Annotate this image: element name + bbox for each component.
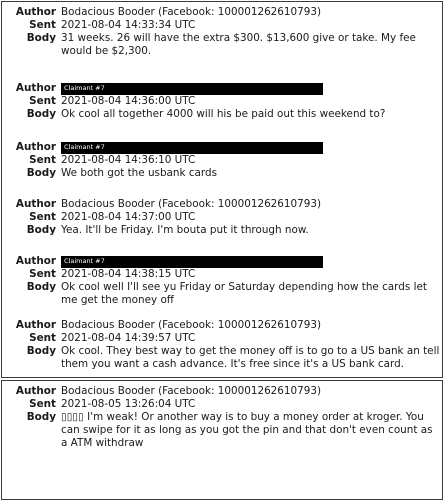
- message-entry: [8, 255, 440, 307]
- redacted-author-bar: [61, 256, 323, 268]
- message-entry: [8, 141, 440, 180]
- sent-value: 2021-08-05 13:26:04 UTC: [61, 398, 196, 410]
- body-label: Body: [26, 167, 56, 179]
- sent-label: Sent: [29, 19, 56, 31]
- author-value: Claimant #7: [64, 143, 105, 151]
- message-entry: [8, 82, 440, 121]
- body-value: Ok cool. They best way to get the money off is to go to a US bank an tell them you want a cash advance. It's free since it's a US bank card.: [61, 345, 440, 370]
- message-entry: [8, 385, 440, 450]
- author-label: Author: [15, 141, 56, 153]
- body-label: Body: [26, 281, 56, 293]
- body-value: 31 weeks. 26 will have the extra $300. $13,600 give or take. My fee would be $2,300.: [61, 32, 416, 57]
- message-entry: [8, 198, 440, 237]
- body-label: Body: [26, 108, 56, 120]
- author-value: Claimant #7: [64, 257, 105, 265]
- author-value: Claimant #7: [64, 84, 105, 92]
- body-value: Ok cool all together 4000 will his be paid out this weekend to?: [61, 108, 386, 120]
- author-label: Author: [15, 385, 56, 397]
- sent-value: 2021-08-04 14:39:57 UTC: [61, 332, 196, 344]
- message-log-panel-continued: [1, 380, 443, 500]
- body-label: Body: [26, 32, 56, 44]
- body-value: We both got the usbank cards: [61, 167, 218, 179]
- author-label: Author: [15, 319, 56, 331]
- message-log-panel: [1, 1, 443, 378]
- body-label: Body: [26, 411, 56, 423]
- redacted-author-bar: [61, 142, 323, 154]
- sent-label: Sent: [29, 398, 56, 410]
- body-value: Ok cool well I'll see yu Friday or Saturday depending how the cards let me get the money off: [61, 281, 427, 306]
- author-value: Bodacious Booder (Facebook: 100001262610793): [61, 6, 322, 18]
- body-value: ▯▯▯▯ I'm weak! Or another way is to buy a money order at kroger. You can swipe for it as long as you got the pin and that don't even count as a ATM withdraw: [61, 411, 433, 449]
- author-label: Author: [15, 198, 56, 210]
- sent-label: Sent: [29, 332, 56, 344]
- redacted-author-bar: [61, 83, 323, 95]
- sent-value: 2021-08-04 14:37:00 UTC: [61, 211, 196, 223]
- sent-label: Sent: [29, 154, 56, 166]
- message-entry: [8, 319, 440, 371]
- message-entry: [8, 6, 440, 58]
- author-value: Bodacious Booder (Facebook: 100001262610793): [61, 198, 322, 210]
- sent-label: Sent: [29, 211, 56, 223]
- sent-value: 2021-08-04 14:36:10 UTC: [61, 154, 196, 166]
- author-value: Bodacious Booder (Facebook: 100001262610793): [61, 319, 322, 331]
- sent-value: 2021-08-04 14:38:15 UTC: [61, 268, 196, 280]
- sent-value: 2021-08-04 14:36:00 UTC: [61, 95, 196, 107]
- sent-label: Sent: [29, 268, 56, 280]
- body-label: Body: [26, 224, 56, 236]
- body-value: Yea. It'll be Friday. I'm bouta put it through now.: [61, 224, 309, 236]
- author-label: Author: [15, 6, 56, 18]
- body-label: Body: [26, 345, 56, 357]
- author-value: Bodacious Booder (Facebook: 100001262610793): [61, 385, 322, 397]
- sent-value: 2021-08-04 14:33:34 UTC: [61, 19, 196, 31]
- author-label: Author: [15, 82, 56, 94]
- author-label: Author: [15, 255, 56, 267]
- sent-label: Sent: [29, 95, 56, 107]
